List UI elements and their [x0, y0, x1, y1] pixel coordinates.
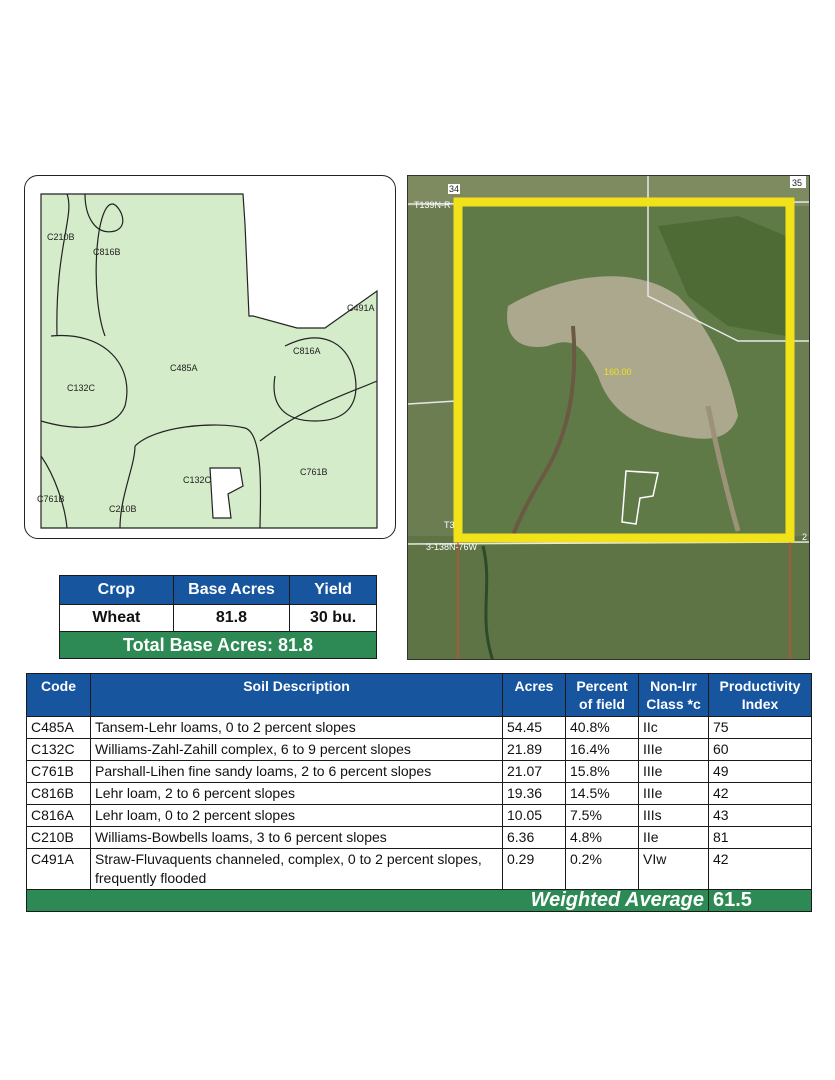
index-cell: 49 [709, 761, 812, 783]
table-row [27, 717, 812, 739]
map-label: C132C [183, 475, 212, 485]
soil-table [26, 673, 812, 912]
class-cell: VIw [639, 849, 709, 890]
acres-cell: 6.36 [503, 827, 566, 849]
column-header: Acres [503, 674, 566, 717]
table-row [27, 849, 812, 890]
description-cell: Tansem-Lehr loams, 0 to 2 percent slopes [91, 717, 503, 739]
acres-cell: 54.45 [503, 717, 566, 739]
code-cell: C132C [27, 739, 91, 761]
map-label: C210B [109, 504, 137, 514]
description-cell: Williams-Zahl-Zahill complex, 6 to 9 percent slopes [91, 739, 503, 761]
map-label: C816A [293, 346, 321, 356]
class-cell: IIIs [639, 805, 709, 827]
percent-cell: 40.8% [566, 717, 639, 739]
acres-cell: 19.36 [503, 783, 566, 805]
index-cell: 75 [709, 717, 812, 739]
weighted-average-value: 61.5 [709, 890, 812, 912]
table-row [27, 739, 812, 761]
percent-cell: 0.2% [566, 849, 639, 890]
section-label: 35 [792, 178, 803, 188]
description-cell: Lehr loam, 0 to 2 percent slopes [91, 805, 503, 827]
code-cell: C485A [27, 717, 91, 739]
index-cell: 60 [709, 739, 812, 761]
description-cell: Straw-Fluvaquents channeled, complex, 0 to 2 percent slopes, frequently flooded [91, 849, 503, 890]
weighted-average-label: Weighted Average [27, 890, 709, 912]
column-header: Code [27, 674, 91, 717]
map-label: C491A [347, 303, 375, 313]
table-row [27, 827, 812, 849]
column-header: Base Acres [173, 576, 290, 605]
column-header: Percent of field [566, 674, 639, 717]
code-cell: C491A [27, 849, 91, 890]
map-label: C132C [67, 383, 96, 393]
description-cell: Parshall-Lihen fine sandy loams, 2 to 6 percent slopes [91, 761, 503, 783]
description-cell: Williams-Bowbells loams, 3 to 6 percent slopes [91, 827, 503, 849]
map-label: C761B [37, 494, 65, 504]
column-header: Productivity Index [709, 674, 812, 717]
total-base-acres: Total Base Acres: 81.8 [60, 632, 377, 659]
percent-cell: 16.4% [566, 739, 639, 761]
table-row [27, 761, 812, 783]
class-cell: IIe [639, 827, 709, 849]
index-cell: 81 [709, 827, 812, 849]
column-header: Yield [290, 576, 377, 605]
column-header: Soil Description [91, 674, 503, 717]
table-row [60, 605, 377, 632]
description-cell: Lehr loam, 2 to 6 percent slopes [91, 783, 503, 805]
acres-cell: 0.29 [503, 849, 566, 890]
code-cell: C816B [27, 783, 91, 805]
map-label: C816B [93, 247, 121, 257]
township-label: T3 [444, 520, 455, 530]
class-cell: IIIe [639, 761, 709, 783]
code-cell: C816A [27, 805, 91, 827]
table-row [27, 783, 812, 805]
percent-cell: 7.5% [566, 805, 639, 827]
percent-cell: 15.8% [566, 761, 639, 783]
code-cell: C761B [27, 761, 91, 783]
crop-table [59, 575, 377, 659]
acres-cell: 21.07 [503, 761, 566, 783]
percent-cell: 4.8% [566, 827, 639, 849]
percent-cell: 14.5% [566, 783, 639, 805]
class-cell: IIIe [639, 739, 709, 761]
total-row [60, 632, 377, 659]
section-label: 2 [802, 532, 808, 542]
code-cell: C210B [27, 827, 91, 849]
column-header: Non-Irr Class *c [639, 674, 709, 717]
map-label: C210B [47, 232, 75, 242]
acres-cell: 21.89 [503, 739, 566, 761]
yield-cell: 30 bu. [290, 605, 377, 632]
class-cell: IIc [639, 717, 709, 739]
section-label: 34 [449, 184, 460, 194]
aerial-photo [407, 175, 810, 660]
acres-cell: 10.05 [503, 805, 566, 827]
map-label: C485A [170, 363, 198, 373]
acreage-label: 160.00 [604, 367, 632, 377]
table-row [27, 805, 812, 827]
soil-map [24, 175, 396, 539]
index-cell: 42 [709, 849, 812, 890]
base-acres-cell: 81.8 [173, 605, 290, 632]
index-cell: 42 [709, 783, 812, 805]
index-cell: 43 [709, 805, 812, 827]
township-label: 3-138N-76W [426, 542, 478, 552]
crop-cell: Wheat [60, 605, 174, 632]
weighted-average-row [27, 890, 812, 912]
column-header: Crop [60, 576, 174, 605]
class-cell: IIIe [639, 783, 709, 805]
township-label: T139N-R [414, 200, 451, 210]
map-label: C761B [300, 467, 328, 477]
